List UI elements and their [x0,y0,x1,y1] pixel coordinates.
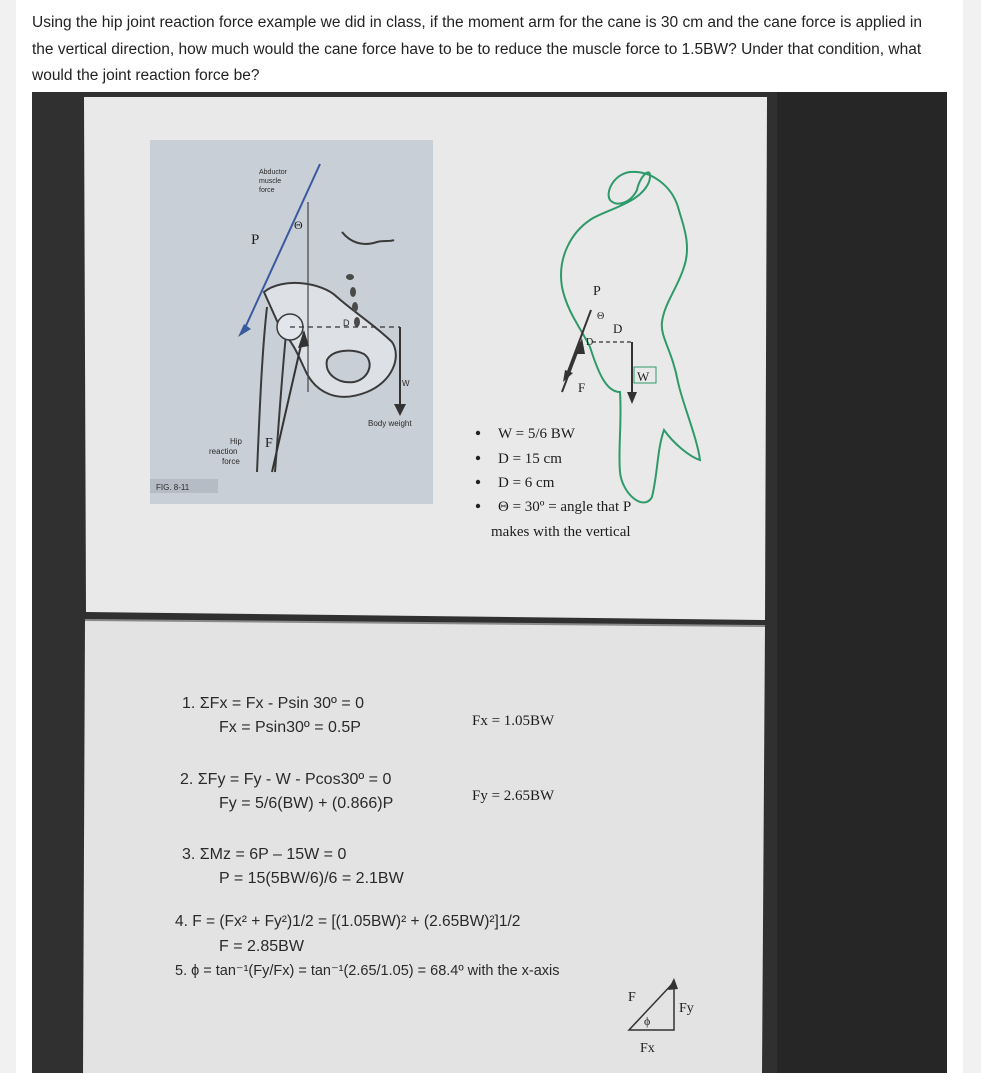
given-5: makes with the vertical [491,524,631,540]
step-4b: F = 2.85BW [219,938,304,955]
result-1: Fx = 1.05BW [472,713,555,729]
abductor-label-2: muscle [259,178,282,185]
step-5: 5. ϕ = tan⁻¹(Fy/Fx) = tan⁻¹(2.65/1.05) = 68.4º with the x-axis [175,963,560,979]
sketch-D1: D [613,321,623,336]
tri-Fx: Fx [640,1041,655,1056]
abductor-label-3: force [259,187,275,194]
abductor-label-1: Abductor [259,169,288,176]
post-card [16,0,963,1073]
fig-theta: Θ [294,218,303,232]
given-4: Θ = 30º = angle that P [498,499,632,515]
result-2: Fy = 2.65BW [472,788,555,804]
tri-Fy: Fy [679,1001,694,1016]
fig-body-weight: Body weight [368,419,412,428]
fig-D1: D [343,318,350,328]
sketch-W: W [637,369,650,384]
step-1a: 1. ΣFx = Fx - Psin 30º = 0 [182,695,365,712]
step-3b: P = 15(5BW/6)/6 = 2.1BW [219,870,404,887]
tri-phi: ϕ [644,1014,651,1028]
hip-label-2: reaction [209,447,238,456]
sketch-P: P [593,284,601,299]
fig-F: F [265,436,273,451]
tri-F: F [628,990,636,1005]
question-text: Using the hip joint reaction force example we did in class, if the moment arm for the cane is 30 cm and the cane force is applied in the vertical direction, how much would the cane force have to be to reduce the muscle force to 1.5BW? Under that condition, what would the joint reaction force be? [32,14,922,84]
step-2b: Fy = 5/6(BW) + (0.866)P [219,795,394,812]
fig-number: FIG. 8-11 [156,483,190,492]
hip-label-3: force [222,457,240,466]
sketch-F: F [578,380,586,395]
sketch-theta: Θ [597,311,605,322]
step-4a: 4. F = (Fx² + Fy²)1/2 = [(1.05BW)² + (2.65BW)²]1/2 [175,913,521,930]
homework-photo [32,92,947,1073]
given-1: W = 5/6 BW [498,426,575,442]
step-1b: Fx = Psin30º = 0.5P [219,719,361,736]
hip-diagram [150,140,433,504]
sketch-D: D [586,337,594,348]
hip-label-1: Hip [230,437,243,446]
step-3a: 3. ΣMz = 6P – 15W = 0 [182,846,347,863]
fig-W: W [402,379,410,388]
given-3: D = 6 cm [498,475,555,491]
fig-P: P [251,232,260,248]
step-2a: 2. ΣFy = Fy - W - Pcos30º = 0 [180,771,392,788]
given-2: D = 15 cm [498,451,562,467]
